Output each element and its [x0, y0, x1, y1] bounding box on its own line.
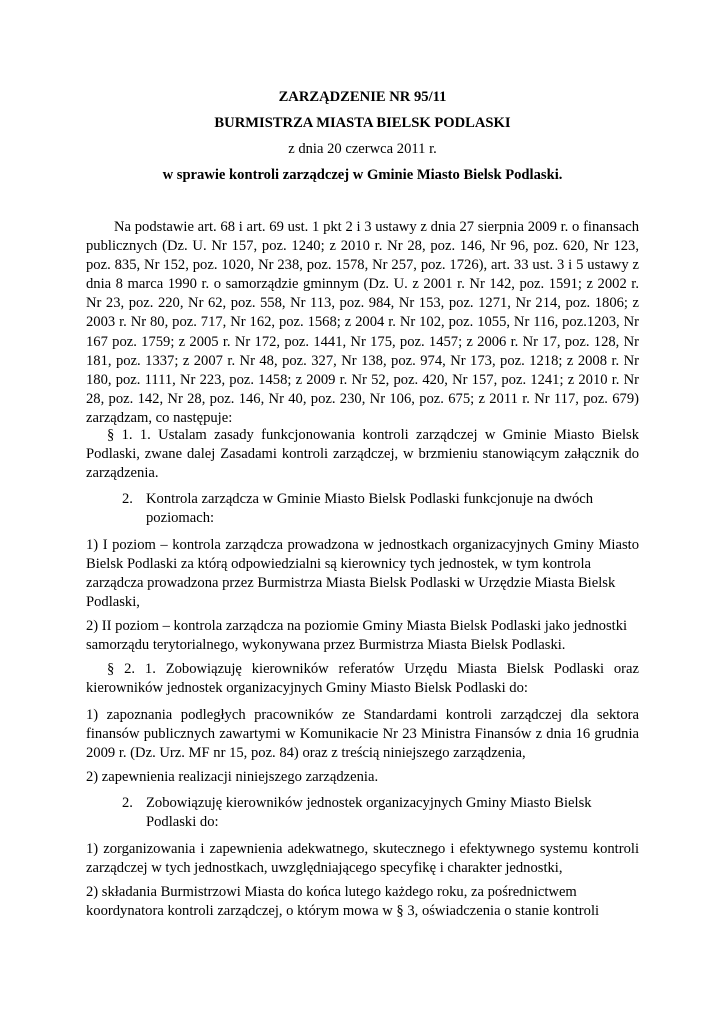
paragraph-line: 1) zorganizowania i zapewnienia adekwatnego, skutecznego i efektywnego systemu kontroli [86, 841, 639, 857]
paragraph-2-1 [86, 660, 639, 698]
preamble-line: 167 poz. 1759; z 2005 r. Nr 172, poz. 1441, Nr 175, poz. 1457; z 2006 r. Nr 17, poz. 128, Nr [86, 333, 639, 350]
paragraph-line: 2009 r. (Dz. Urz. MF nr 15, poz. 84) oraz z treścią niniejszego zarządzenia, [86, 745, 526, 762]
paragraph-line: zarządcza prowadzona przez Burmistrza Miasta Bielsk Podlaski w Urzędzie Miasta Bielsk [86, 575, 616, 592]
document-authority: BURMISTRZA MIASTA BIELSK PODLASKI [214, 115, 511, 131]
document-subject: w sprawie kontroli zarządczej w Gminie Miasto Bielsk Podlaski. [162, 167, 563, 183]
preamble-line: poz. 835, Nr 152, poz. 1020, Nr 238, poz. 1578, Nr 257, poz. 1726), art. 33 ust. 3 i 5 ustawy z [86, 257, 639, 274]
paragraph-1-2 [86, 490, 639, 528]
paragraph-line: Kontrola zarządcza w Gminie Miasto Bielsk Podlaski funkcjonuje na dwóch [146, 491, 594, 507]
preamble-line: 28, poz. 142, Nr 28, poz. 146, Nr 40, poz. 230, Nr 106, poz. 675; z 2011 r. Nr 117, poz. 679) [86, 390, 639, 407]
paragraph-line: 2) zapewnienia realizacji niniejszego zarządzenia. [86, 769, 379, 785]
paragraph-line: § 2. 1. Zobowiązuję kierowników referatów Urzędu Miasta Bielsk Podlaski oraz [107, 661, 639, 677]
preamble-line: 2003 r. Nr 80, poz. 717, Nr 162, poz. 1568; z 2004 r. Nr 102, poz. 1055, Nr 116, poz.1203, Nr [86, 314, 639, 331]
paragraph-2-2-item-2 [86, 883, 639, 921]
preamble-line: dnia 8 marca 1990 r. o samorządzie gminnym (Dz. U. z 2001 r. Nr 142, poz. 1591; z 2002 r. [86, 276, 639, 293]
paragraph-line: Zobowiązuję kierowników jednostek organizacyjnych Gminy Miasto Bielsk [146, 795, 592, 811]
preamble-line: Na podstawie art. 68 i art. 69 ust. 1 pkt 2 i 3 ustawy z dnia 27 sierpnia 2009 r. o finansach [114, 219, 639, 235]
paragraph-line: zarządzenia. [86, 465, 159, 482]
paragraph-2-1-item-1 [86, 706, 639, 763]
paragraph-line: poziomach: [146, 510, 215, 527]
paragraph-line: Podlaski, zwane dalej Zasadami kontroli zarządczej, w brzmieniu stanowiącym załącznik do [86, 446, 639, 463]
paragraph-line: koordynatora kontroli zarządczej, o którym mowa w § 3, oświadczenia o stanie kontroli [86, 903, 600, 920]
preamble-line: 181, poz. 1337; z 2007 r. Nr 48, poz. 327, Nr 138, poz. 974, Nr 173, poz. 1218; z 2008 r. Nr [86, 352, 639, 369]
paragraph-line: kierowników jednostek organizacyjnych Gminy Miasto Bielsk Podlaski do: [86, 680, 528, 697]
paragraph-line: 2) składania Burmistrzowi Miasta do końca lutego każdego roku, za pośrednictwem [86, 884, 577, 900]
paragraph-2-2-item-1 [86, 840, 639, 878]
preamble-paragraph [86, 218, 639, 428]
document-date: z dnia 20 czerwca 2011 r. [288, 141, 437, 157]
paragraph-1-2-item-2 [86, 617, 639, 655]
paragraph-2-1-item-2 [86, 768, 639, 787]
paragraph-line: zarządczej w tych jednostkach, uwzględniającego specyfikę i charakter jednostki, [86, 860, 563, 877]
paragraph-line: § 1. 1. Ustalam zasady funkcjonowania kontroli zarządczej w Gminie Miasto Bielsk [107, 427, 639, 443]
preamble-line: 180, poz. 1111, Nr 223, poz. 1458; z 2009 r. Nr 52, poz. 420, Nr 157, poz. 1241; z 2010 r. Nr [86, 371, 639, 388]
preamble-line: publicznych (Dz. U. Nr 157, poz. 1240; z 2010 r. Nr 28, poz. 146, Nr 96, poz. 620, Nr 123, [86, 238, 639, 255]
paragraph-line: finansów publicznych zawartymi w Komunikacie Nr 23 Ministra Finansów z dnia 16 grudnia [86, 726, 639, 743]
paragraph-line: Bielsk Podlaski za którą odpowiedzialni są kierownicy tych jednostek, w tym kontrola [86, 556, 592, 573]
paragraph-line: Podlaski, [86, 594, 140, 611]
preamble-line: Nr 23, poz. 220, Nr 62, poz. 558, Nr 113, poz. 984, Nr 153, poz. 1271, Nr 214, poz. 1806; z [86, 295, 639, 312]
paragraph-number: 2. [122, 795, 133, 811]
paragraph-line: 1) I poziom – kontrola zarządcza prowadzona w jednostkach organizacyjnych Gminy Miasto [86, 537, 639, 553]
paragraph-number: 2. [122, 491, 133, 507]
preamble-line: zarządzam, co następuje: [86, 409, 233, 426]
paragraph-line: 1) zapoznania podległych pracowników ze Standardami kontroli zarządczej dla sektora [86, 707, 639, 723]
paragraph-1-1 [86, 426, 639, 483]
paragraph-line: samorządu terytorialnego, wykonywana przez Burmistrza Miasta Bielsk Podlaski. [86, 637, 566, 654]
paragraph-line: Podlaski do: [146, 814, 219, 831]
document-title: ZARZĄDZENIE NR 95/11 [278, 89, 447, 105]
paragraph-line: 2) II poziom – kontrola zarządcza na poziomie Gminy Miasta Bielsk Podlaski jako jednostki [86, 618, 628, 634]
paragraph-1-2-item-1 [86, 536, 639, 612]
paragraph-2-2 [86, 794, 639, 832]
